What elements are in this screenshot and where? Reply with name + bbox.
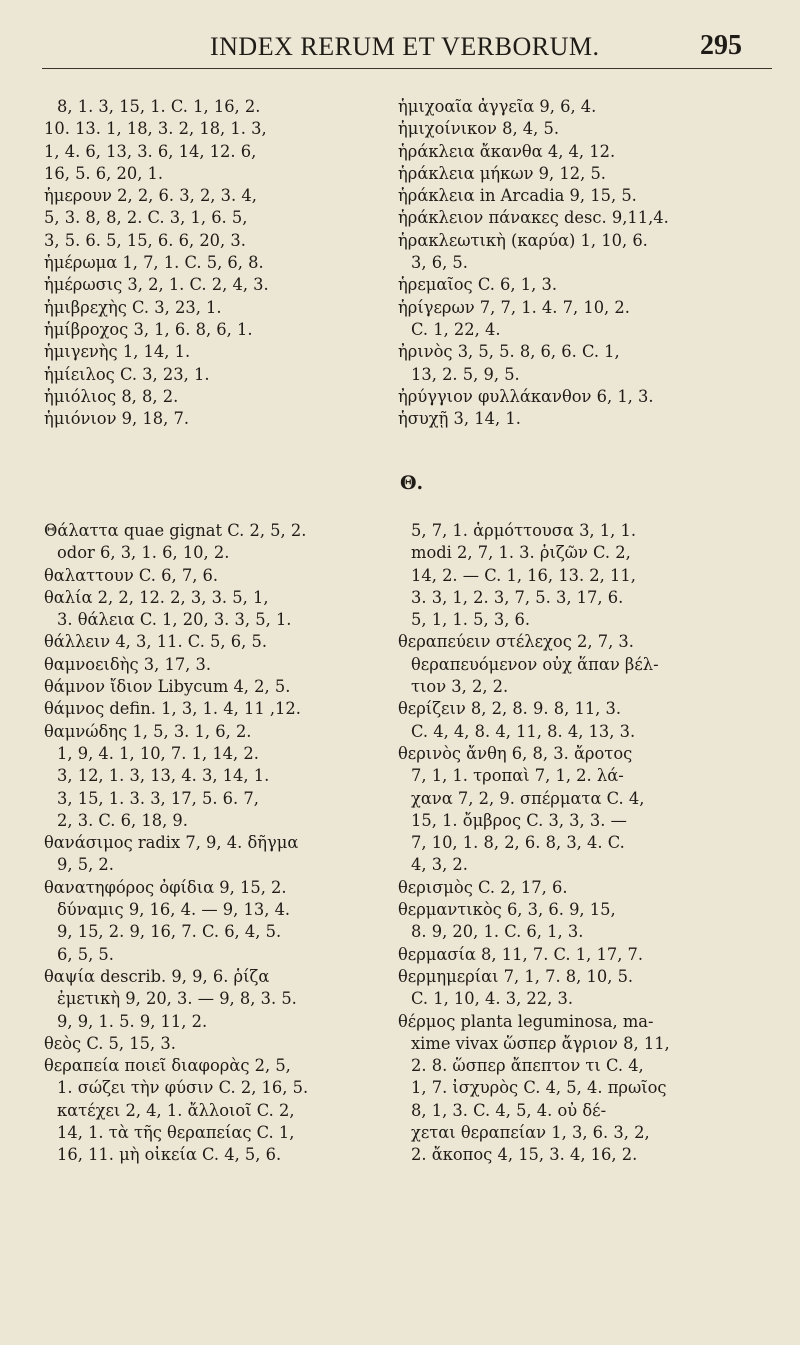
index-line: modi 2, 7, 1. 3. ῥιζῶν C. 2, xyxy=(411,543,631,563)
index-line: xime vivax ὥσπερ ἄγριον 8, 11, xyxy=(411,1033,670,1053)
index-line: 3, 5. 6. 5, 15, 6. 6, 20, 3. xyxy=(44,230,246,250)
index-line: 3, 6, 5. xyxy=(411,253,468,273)
left-column-bottom xyxy=(44,520,384,1167)
index-line: θαμνοειδὴς 3, 17, 3. xyxy=(44,654,212,674)
index-line: 10. 13. 1, 18, 3. 2, 18, 1. 3, xyxy=(44,119,267,139)
index-line: θαμνώδης 1, 5, 3. 1, 6, 2. xyxy=(44,721,252,741)
index-line: ἡμιγενὴς 1, 14, 1. xyxy=(44,342,191,362)
index-line: ἡρεμαῖος C. 6, 1, 3. xyxy=(398,275,557,295)
index-line: 5, 3. 8, 8, 2. C. 3, 1, 6. 5, xyxy=(44,208,248,228)
index-line: θεραπεία ποιεῖ διαφορὰς 2, 5, xyxy=(44,1056,291,1076)
index-line: 3, 15, 1. 3. 3, 17, 5. 6. 7, xyxy=(57,788,259,808)
index-line: ἡσυχῇ 3, 14, 1. xyxy=(398,409,521,429)
index-line: 15, 1. ὄμβρος C. 3, 3, 3. — xyxy=(411,810,627,830)
index-line: δύναμις 9, 16, 4. — 9, 13, 4. xyxy=(57,900,291,920)
index-line: 16, 5. 6, 20, 1. xyxy=(44,163,164,183)
index-line: κατέχει 2, 4, 1. ἄλλοιοῖ C. 2, xyxy=(57,1100,295,1120)
index-line: 4, 3, 2. xyxy=(411,855,468,875)
index-line: 14, 1. τὰ τῆς θεραπείας C. 1, xyxy=(57,1123,295,1143)
index-line: ἠρινὸς 3, 5, 5. 8, 6, 6. C. 1, xyxy=(398,342,620,362)
index-line: ἠρύγγιον φυλλάκανθον 6, 1, 3. xyxy=(398,386,654,406)
right-column-bottom xyxy=(398,520,778,1167)
index-line: 1, 7. ἰσχυρὸς C. 4, 5, 4. πρωῖος xyxy=(411,1078,667,1098)
index-line: θερισμὸς C. 2, 17, 6. xyxy=(398,877,568,897)
index-line: ἡμιόνιον 9, 18, 7. xyxy=(44,409,189,429)
index-line: τιον 3, 2, 2. xyxy=(411,677,509,697)
index-line: ἡμιχοαῖα ἀγγεῖα 9, 6, 4. xyxy=(398,97,597,116)
index-line: 8, 1. 3, 15, 1. C. 1, 16, 2. xyxy=(57,97,261,116)
index-line: ἡμίειλος C. 3, 23, 1. xyxy=(44,364,210,384)
index-line: ἡράκλεια ἄκανθα 4, 4, 12. xyxy=(398,141,616,161)
index-line: 2, 3. C. 6, 18, 9. xyxy=(57,810,188,830)
index-line: C. 4, 4, 8. 4, 11, 8. 4, 13, 3. xyxy=(411,721,636,741)
index-line: θανατηφόρος ὀφίδια 9, 15, 2. xyxy=(44,877,287,897)
index-line: ἡρακλεωτικὴ (καρύα) 1, 10, 6. xyxy=(398,230,648,250)
index-line: θαψία describ. 9, 9, 6. ῥίζα xyxy=(44,966,270,986)
index-line: θεὸς C. 5, 15, 3. xyxy=(44,1033,176,1053)
index-line: 16, 11. μὴ οἰκεία C. 4, 5, 6. xyxy=(57,1145,282,1165)
index-line: θεραπευόμενον οὐχ ἅπαν βέλ- xyxy=(411,654,659,674)
running-title: INDEX RERUM ET VERBORUM. xyxy=(210,32,600,61)
index-line: θεραπεύειν στέλεχος 2, 7, 3. xyxy=(398,632,634,652)
index-line: 3. 3, 1, 2. 3, 7, 5. 3, 17, 6. xyxy=(411,587,624,607)
index-line: ἡμιόλιος 8, 8, 2. xyxy=(44,386,179,406)
index-line: χανα 7, 2, 9. σπέρματα C. 4, xyxy=(411,788,645,808)
page-number: 295 xyxy=(700,30,742,61)
index-line: 14, 2. — C. 1, 16, 13. 2, 11, xyxy=(411,565,636,585)
index-line: θέρμος planta leguminosa, ma- xyxy=(398,1011,654,1031)
index-line: 6, 5, 5. xyxy=(57,944,114,964)
index-line: θανάσιμος radix 7, 9, 4. δῆγμα xyxy=(44,833,299,853)
index-line: 1. σώζει τὴν φύσιν C. 2, 16, 5. xyxy=(57,1078,309,1098)
index-line: odor 6, 3, 1. 6, 10, 2. xyxy=(57,543,230,563)
index-line: ἡμιχοίνικον 8, 4, 5. xyxy=(398,119,560,139)
index-line: 2. ἄκοπος 4, 15, 3. 4, 16, 2. xyxy=(411,1145,638,1165)
index-line: ἡμέρωμα 1, 7, 1. C. 5, 6, 8. xyxy=(44,253,264,273)
index-line: Θάλαττα quae gignat C. 2, 5, 2. xyxy=(44,521,307,540)
index-line: 1, 4. 6, 13, 3. 6, 14, 12. 6, xyxy=(44,141,257,161)
index-line: 7, 1, 1. τροπαὶ 7, 1, 2. λά- xyxy=(411,766,624,786)
index-line: 8. 9, 20, 1. C. 6, 1, 3. xyxy=(411,922,584,942)
index-line: 2. 8. ὥσπερ ἄπεπτον τι C. 4, xyxy=(411,1056,644,1076)
index-line: 8, 1, 3. C. 4, 5, 4. οὐ δέ- xyxy=(411,1100,607,1120)
index-line: 9, 9, 1. 5. 9, 11, 2. xyxy=(57,1011,208,1031)
index-line: θερμασία 8, 11, 7. C. 1, 17, 7. xyxy=(398,944,644,964)
index-line: ἡράκλειον πάνακες desc. 9,11,4. xyxy=(398,208,669,228)
header-rule xyxy=(42,68,772,69)
index-line: 3. θάλεια C. 1, 20, 3. 3, 5, 1. xyxy=(57,610,292,630)
index-line: χεται θεραπείαν 1, 3, 6. 3, 2, xyxy=(411,1123,650,1143)
index-line: ἡμιβρεχὴς C. 3, 23, 1. xyxy=(44,297,222,317)
running-header xyxy=(0,30,800,70)
index-line: 3, 12, 1. 3, 13, 4. 3, 14, 1. xyxy=(57,766,270,786)
right-column-top xyxy=(398,96,778,430)
index-line: 9, 5, 2. xyxy=(57,855,114,875)
index-line: 5, 7, 1. ἁρμόττουσα 3, 1, 1. xyxy=(411,521,637,540)
index-line: θερμαντικὸς 6, 3, 6. 9, 15, xyxy=(398,900,616,920)
index-line: ἡμερουν 2, 2, 6. 3, 2, 3. 4, xyxy=(44,186,257,206)
index-line: θερίζειν 8, 2, 8. 9. 8, 11, 3. xyxy=(398,699,622,719)
index-line: θαλία 2, 2, 12. 2, 3, 3. 5, 1, xyxy=(44,587,269,607)
index-line: θερινὸς ἄνθη 6, 8, 3. ἄροτος xyxy=(398,743,633,763)
section-heading: Θ. xyxy=(400,472,424,494)
index-line: 7, 10, 1. 8, 2, 6. 8, 3, 4. C. xyxy=(411,833,625,853)
index-line: C. 1, 22, 4. xyxy=(411,319,501,339)
index-line: ἡμέρωσις 3, 2, 1. C. 2, 4, 3. xyxy=(44,275,269,295)
index-line: θάμνος defin. 1, 3, 1. 4, 11 ,12. xyxy=(44,699,301,719)
index-line: ἡράκλεια in Arcadia 9, 15, 5. xyxy=(398,186,637,206)
index-line: θαλαττουν C. 6, 7, 6. xyxy=(44,565,219,585)
index-line: 13, 2. 5, 9, 5. xyxy=(411,364,520,384)
index-line: ἡρίγερων 7, 7, 1. 4. 7, 10, 2. xyxy=(398,297,630,317)
index-line: 1, 9, 4. 1, 10, 7. 1, 14, 2. xyxy=(57,743,259,763)
index-line: 5, 1, 1. 5, 3, 6. xyxy=(411,610,531,630)
index-line: ἡμίβροχος 3, 1, 6. 8, 6, 1. xyxy=(44,319,253,339)
index-line: θάλλειν 4, 3, 11. C. 5, 6, 5. xyxy=(44,632,267,652)
index-line: θάμνον ἴδιον Libycum 4, 2, 5. xyxy=(44,677,291,697)
left-column-top xyxy=(44,96,384,430)
index-line: θερμημερίαι 7, 1, 7. 8, 10, 5. xyxy=(398,966,634,986)
index-line: C. 1, 10, 4. 3, 22, 3. xyxy=(411,989,574,1009)
index-line: ἐμετικὴ 9, 20, 3. — 9, 8, 3. 5. xyxy=(57,989,297,1009)
index-line: 9, 15, 2. 9, 16, 7. C. 6, 4, 5. xyxy=(57,922,282,942)
index-line: ἡράκλεια μήκων 9, 12, 5. xyxy=(398,163,606,183)
